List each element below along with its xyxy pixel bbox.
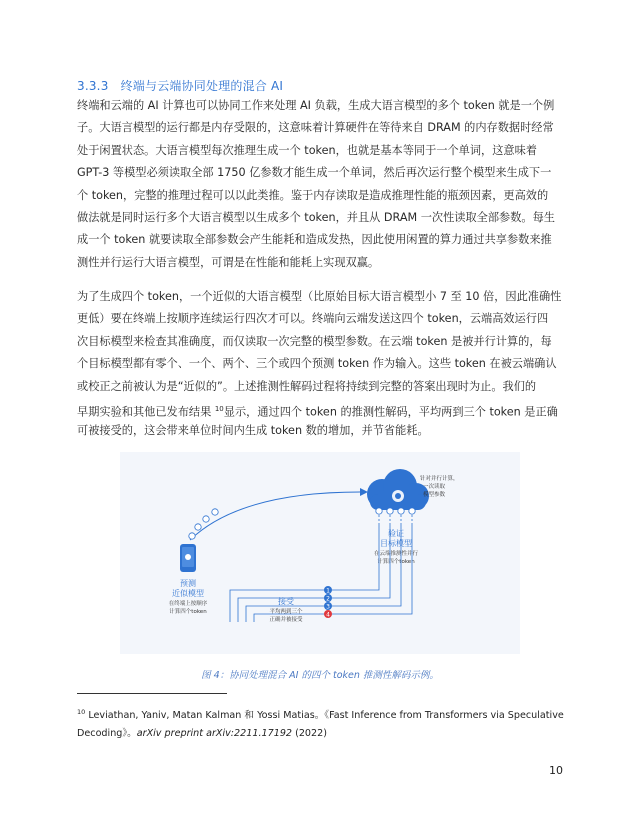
paragraph-line: GPT-3 等模型必须读取全部 1750 亿参数才能生成一个单词，然后再次运行整个模型来生成下一 [77, 166, 552, 180]
figure-caption: 图 4：协同处理混合 AI 的四个 token 推测性解码示例。 [201, 670, 439, 681]
device-sub: 在终端上按顺序 [168, 601, 208, 607]
text-run: 显示，通过四个 token 的推测性解码，平均两到三个 token 是正确 [223, 405, 558, 419]
target-sub: 计算四个token [377, 559, 415, 565]
footnote-source: arXiv preprint arXiv:2211.17192 [136, 728, 293, 740]
footnote-text: Leviathan, Yaniv, Matan Kalman 和 Yossi Matias。《Fast Inference from Transformers via Speculative [85, 710, 564, 722]
token-number: 3 [326, 603, 330, 611]
target-sub: 在云端推测性并行 [373, 551, 419, 557]
section-number: 3.3.3 [77, 79, 109, 93]
section-title: 终端与云端协同处理的混合 AI [120, 79, 284, 93]
paragraph-line: 处于闲置状态。大语言模型每次推理生成一个 token，也就是基本等同于一个单词，这意味着 [77, 143, 537, 157]
paragraph-line [77, 398, 571, 420]
footnote-line [77, 703, 577, 725]
page-number: 10 [549, 764, 563, 777]
paragraph-line: 成一个 token 就要读取全部参数会产生能耗和造成发热，因此使用闲置的算力通过共享参数来推 [77, 233, 552, 247]
paragraph-1 [77, 95, 571, 274]
paragraph-line: 子。大语言模型的运行都是内存受限的，这意味着计算硬件在等待来自 DRAM 的内存数据时经常 [77, 121, 554, 135]
paragraph-line: 更低）要在终端上按顺序连续运行四次才可以。终端向云端发送这四个 token，云端高效运行四 [77, 312, 549, 326]
footnote-text: Decoding》。 [77, 728, 137, 740]
accept-sub: 平均两到三个 [269, 609, 303, 615]
target-title: 目标模型 [380, 539, 412, 548]
paragraph-line: 个目标模型都有零个、一个、两个、三个或四个预测 token 作为输入。这些 token 在被云端确认 [77, 357, 557, 371]
accept-title: 接受 [278, 597, 294, 606]
phone-icon [180, 544, 196, 572]
paragraph-line: 终端和云端的 AI 计算也可以协同工作来处理 AI 负载，生成大语言模型的多个 token 就是一个例 [77, 99, 555, 112]
footnote-divider [77, 693, 227, 694]
accept-sub: 正确并被接受 [269, 617, 303, 623]
paragraph-line: 做法就是同时运行多个大语言模型以生成多个 token，并且从 DRAM 一次性读取全部参数。每生 [77, 210, 555, 224]
footnote-line [77, 725, 577, 743]
token-number: 4 [326, 611, 330, 619]
device-sub: 计算四个token [169, 609, 207, 615]
cloud-note: 一次读取 [423, 484, 446, 490]
token-number: 1 [326, 587, 330, 595]
paragraph-line: 为了生成四个 token，一个近似的大语言模型（比原始目标大语言模型小 7 至 10 倍，因此准确性 [77, 290, 562, 303]
token-number: 2 [326, 595, 330, 603]
paragraph-2 [77, 286, 571, 443]
text-run: 早期实验和其他已发布结果 [77, 405, 212, 419]
footnote-text: (2022) [292, 728, 327, 740]
device-title: 近似模型 [172, 589, 204, 598]
paragraph-line: 或校正之前被认为是“近似的”。上述推测性解码过程将持续到完整的答案出现时为止。我们的 [77, 379, 537, 393]
paragraph-line: 次目标模型来检查其准确度，而仅读取一次完整的模型参数。在云端 token 是被并行计算的，每 [77, 334, 552, 348]
footnote-marker: 10 [77, 708, 86, 716]
cloud-note: 模型参数 [423, 492, 446, 498]
paragraph-line: 可被接受的，这会带来单位时间内生成 token 数的增加，并节省能耗。 [77, 424, 429, 438]
device-title: 预测 [180, 579, 196, 588]
target-title: 验证 [388, 529, 404, 538]
speculative-decoding-figure [120, 452, 520, 654]
paragraph-line: 个 token，完整的推理过程可以以此类推。鉴于内存读取是造成推理性能的瓶颈因素，更高效的 [77, 188, 549, 202]
section-heading [77, 77, 283, 94]
footnote [77, 703, 577, 743]
footnote-ref[interactable]: 10 [214, 404, 224, 413]
paragraph-line: 测性并行运行大语言模型，可谓是在性能和能耗上实现双赢。 [77, 255, 380, 269]
cloud-note: 针对并行计算， [420, 476, 459, 482]
